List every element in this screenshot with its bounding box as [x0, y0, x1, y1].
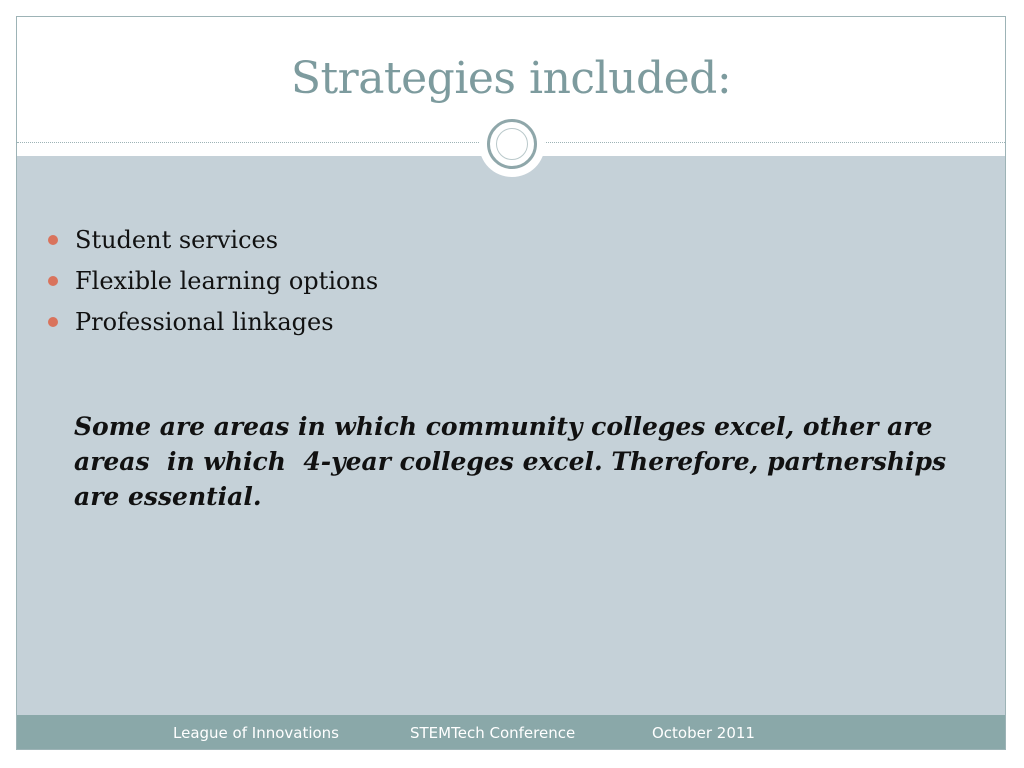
circle-ring-icon: [487, 119, 537, 169]
bullet-dot-icon: [48, 317, 58, 327]
bullet-dot-icon: [48, 276, 58, 286]
bullet-dot-icon: [48, 235, 58, 245]
bullet-text: Student services: [75, 226, 279, 254]
bullet-list: [75, 220, 378, 343]
slide: [16, 16, 1006, 750]
slide-title: Strategies included:: [290, 53, 732, 104]
bullet-item: [75, 302, 378, 343]
footer-organization: League of Innovations: [173, 724, 339, 742]
bullet-item: [75, 261, 378, 302]
slide-footer: [17, 715, 1005, 750]
bullet-item: [75, 220, 378, 261]
bullet-text: Flexible learning options: [75, 267, 379, 295]
bullet-text: Professional linkages: [75, 308, 334, 336]
circle-inner-ring: [496, 128, 528, 160]
emphasis-note: Some are areas in which community colleges excel, other are areas in which 4-year colleges excel. Therefore, partnerships are essential.: [74, 412, 955, 511]
footer-event: STEMTech Conference: [410, 724, 576, 742]
footer-date: October 2011: [652, 724, 755, 742]
